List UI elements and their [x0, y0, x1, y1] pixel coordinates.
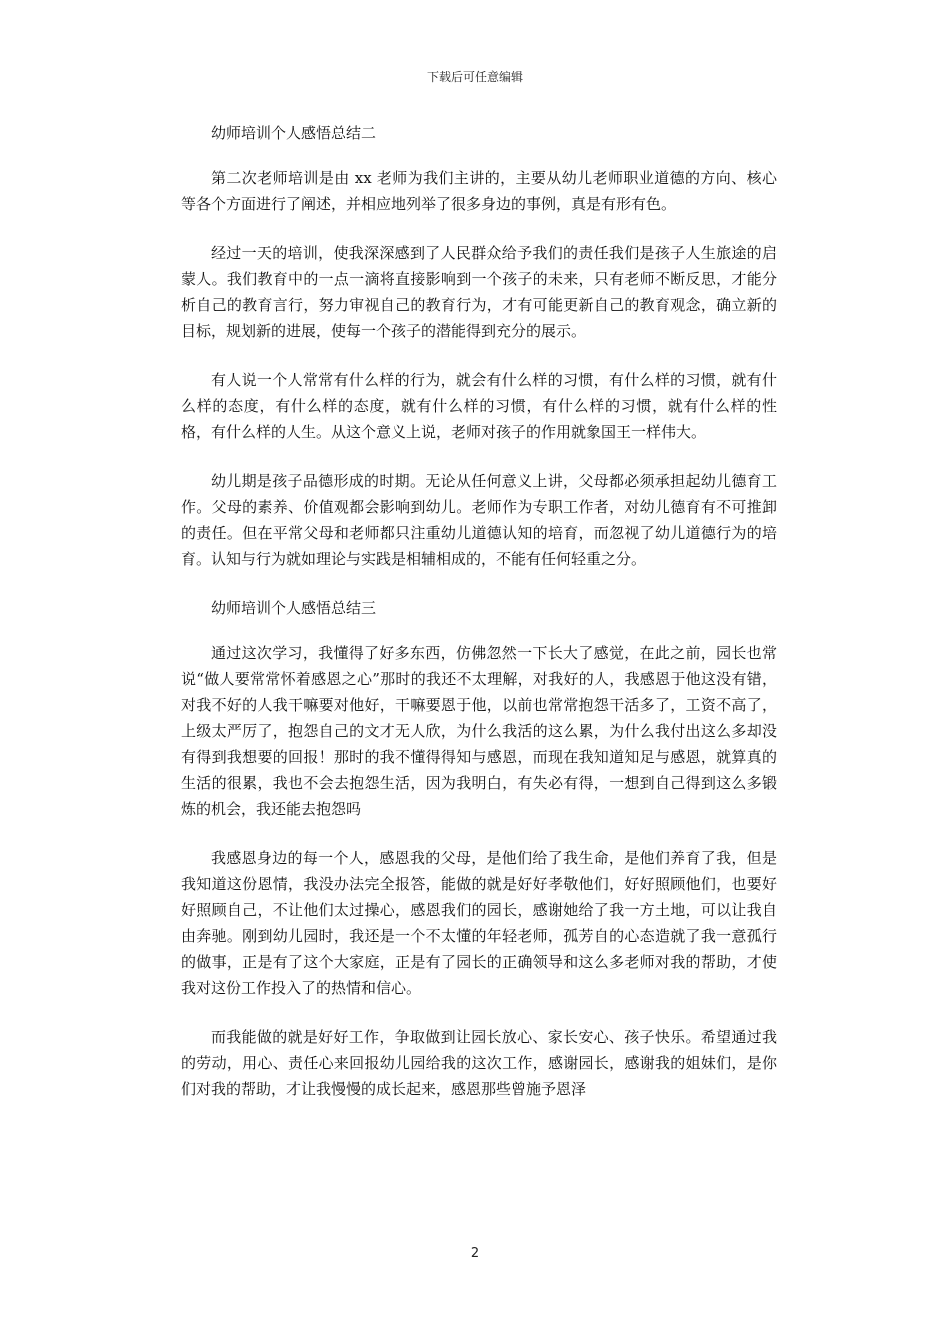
paragraph: 通过这次学习，我懂得了好多东西，仿佛忽然一下长大了感觉，在此之前，园长也常说“做人要常常怀着感恩之心”那时的我还不太理解，对我好的人，我感恩于他这没有错，对我不好的人我干嘛要对他好，干嘛要恩于他，以前也常常抱怨干活多了，工资不高了，上级太严厉了，抱怨自己的文才无人欣，为什么我活的这么累，为什么我付出这么多却没有得到我想要的回报！那时的我不懂得得知与感恩，而现在我知道知足与感恩，就算真的生活的很累，我也不会去抱怨生活，因为我明白，有失必有得，一想到自己得到这么多锻炼的机会，我还能去抱怨吗 — [181, 644, 777, 818]
page-number: 2 — [470, 1246, 480, 1261]
page-header: 下载后可任意编辑 — [426, 70, 523, 84]
paragraph: 经过一天的培训，使我深深感到了人民群众给予我们的责任我们是孩子人生旅途的启蒙人。我们教育中的一点一滴将直接影响到一个孩子的未来，只有老师不断反思，才能分析自己的教育言行，努力审视自己的教育行为，才有可能更新自己的教育观念，确立新的目标，规划新的进展，使每一个孩子的潜能得到充分的展示。 — [181, 244, 777, 340]
section-heading-2: 幼师培训个人感悟总结二 — [211, 124, 377, 142]
paragraph: 有人说一个人常常有什么样的行为，就会有什么样的习惯，有什么样的习惯，就有什么样的态度，有什么样的态度，就有什么样的习惯，有什么样的习惯，就有什么样的性格，有什么样的人生。从这个意义上说，老师对孩子的作用就象国王一样伟大。 — [181, 371, 777, 441]
paragraph: 幼儿期是孩子品德形成的时期。无论从任何意义上讲，父母都必须承担起幼儿德育工作。父母的素养、价值观都会影响到幼儿。老师作为专职工作者，对幼儿德育有不可推卸的责任。但在平常父母和老师都只注重幼儿道德认知的培育，而忽视了幼儿道德行为的培育。认知与行为就如理论与实践是相辅相成的，不能有任何轻重之分。 — [181, 472, 777, 568]
section-heading-3: 幼师培训个人感悟总结三 — [211, 599, 377, 617]
paragraph: 而我能做的就是好好工作，争取做到让园长放心、家长安心、孩子快乐。希望通过我的劳动，用心、责任心来回报幼儿园给我的这次工作，感谢园长，感谢我的姐妹们，是你们对我的帮助，才让我慢慢的成长起来，感恩那些曾施予恩泽 — [181, 1028, 777, 1098]
document-body — [181, 120, 777, 1125]
paragraph: 我感恩身边的每一个人，感恩我的父母，是他们给了我生命，是他们养育了我，但是我知道这份恩情，我没办法完全报答，能做的就是好好孝敬他们，好好照顾他们，也要好好照顾自己，不让他们太过操心，感恩我们的园长，感谢她给了我一方土地，可以让我自由奔驰。刚到幼儿园时，我还是一个不太懂的年轻老师，孤芳自的心态造就了我一意孤行的做事，正是有了这个大家庭，正是有了园长的正确领导和这么多老师对我的帮助，才使我对这份工作投入了的热情和信心。 — [181, 849, 777, 997]
paragraph: 第二次老师培训是由 xx 老师为我们主讲的，主要从幼儿老师职业道德的方向、核心等各个方面进行了阐述，并相应地列举了很多身边的事例，真是有形有色。 — [181, 169, 777, 213]
